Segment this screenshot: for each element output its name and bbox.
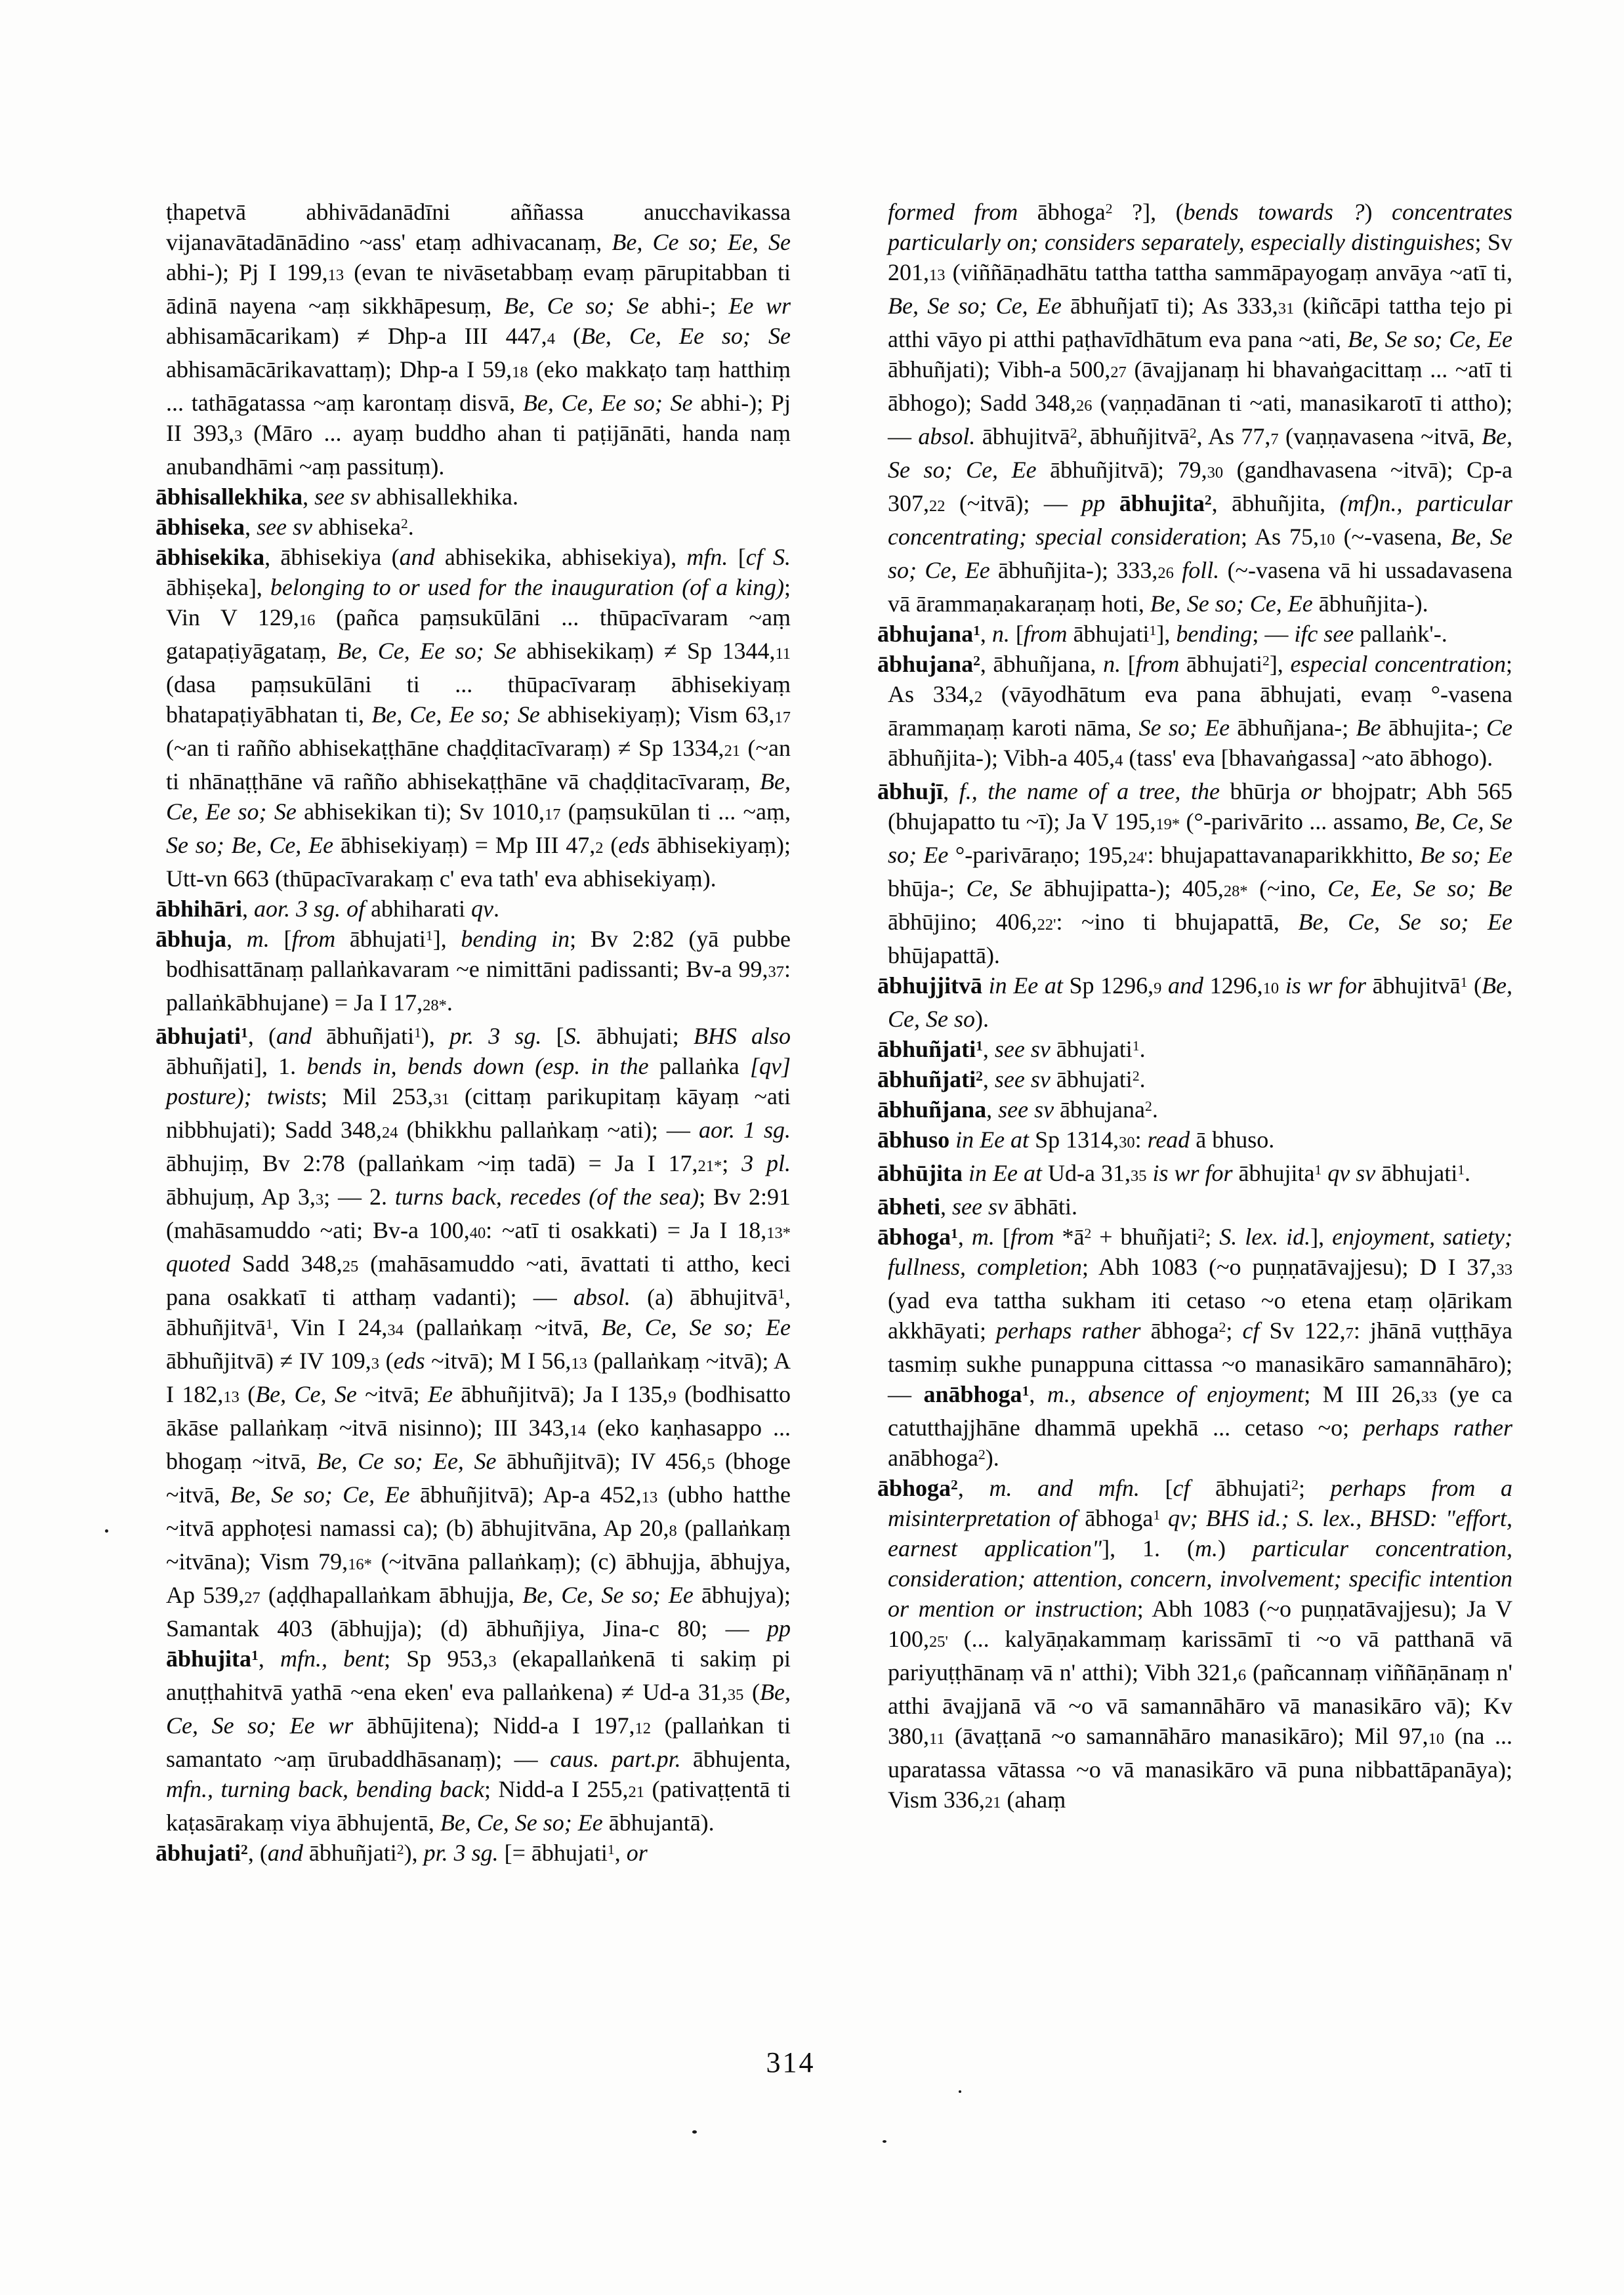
- dictionary-entry: ābhūjita in Ee at Ud-a 31,35 is wr for ābhujita$^1$ qv sv ābhujati$^1$.: [877, 1160, 1471, 1186]
- dictionary-entry: ābhuso in Ee at Sp 1314,30: read ā bhuso.: [877, 1127, 1275, 1153]
- ink-speck: [883, 2140, 886, 2143]
- dictionary-entry: ābhuñjati$^1$, see sv ābhujati$^1$.: [877, 1036, 1146, 1062]
- dictionary-entry: ābhuñjati$^2$, see sv ābhujati$^2$.: [877, 1066, 1146, 1092]
- dictionary-entry: ābhuja, m. [from ābhujati$^1$], bending in; Bv 2:82 (yā pubbe bodhisattānaṃ pallaṅkavaram ~e nimittāni padissanti; Bv-a 99,37: pallaṅkābhujane) = Ja I 17,28*.: [156, 926, 791, 1016]
- ink-speck: [105, 1529, 108, 1533]
- entry-continuation: formed from ābhoga$^2$ ?], (bends towards ?) concentrates particularly on; considers separately, especially distinguishes; Sv 201,13 (viññāṇadhātu tattha tattha sammāpayogaṃ anvāya ~atī ti, Be, Se so; Ce, Ee ābhuñjatī ti); As 333,31 (kiñcāpi tattha tejo pi atthi vāyo pi atthi paṭhavīdhātum eva pana ~ati, Be, Se so; Ce, Ee ābhuñjati); Vibh-a 500,27 (āvajjanaṃ hi bhavaṅgacittaṃ ... ~atī ti ābhogo); Sadd 348,26 (vaṇṇadānan ti ~ati, manasikarotī ti attho); — absol. ābhujitvā$^2$, ābhuñjitvā$^2$, As 77,7 (vaṇṇavasena ~itvā, Be, Se so; Ce, Ee ābhuñjitvā); 79,30 (gandhavasena ~itvā); Cp-a 307,22 (~itvā); — pp ābhujita$^2$, ābhuñjita, (mf)n., particular concentrating; special consideration; As 75,10 (~-vasena, Be, Se so; Ce, Ee ābhuñjita-); 333,26 foll. (~-vasena vā hi ussadavasena vā ārammaṇakaraṇaṃ hoti, Be, Se so; Ce, Ee ābhuñjita-).: [888, 199, 1513, 617]
- dictionary-entry: ābhisekika, ābhisekiya (and abhisekika, abhisekiya), mfn. [cf S. ābhiṣeka], belonging to or used for the inauguration (of a king); Vin V 129,16 (pañca paṃsukūlāni ... thūpacīvaram ~aṃ gatapaṭiyāgataṃ, Be, Ce, Ee so; Se abhisekikaṃ) ≠ Sp 1344,11 (dasa paṃsukūlāni ti ... thūpacīvaraṃ ābhisekiyaṃ bhatapaṭiyābhatan ti, Be, Ce, Ee so; Se abhisekiyaṃ); Vism 63,17 (~an ti rañño abhisekaṭṭhāne chaḍḍitacīvaraṃ) ≠ Sp 1334,21 (~an ti nhānaṭṭhāne vā rañño abhisekaṭṭhāne vā chaḍḍitacīvaraṃ, Be, Ce, Ee so; Se abhisekikan ti); Sv 1010,17 (paṃsukūlan ti ... ~aṃ, Se so; Be, Ce, Ee ābhisekiyaṃ) = Mp III 47,2 (eds ābhisekiyaṃ); Utt-vn 663 (thūpacīvarakaṃ c' eva tath' eva abhisekiyaṃ).: [156, 544, 791, 892]
- ink-speck: [959, 2090, 961, 2093]
- right-column: [877, 197, 1512, 1818]
- dictionary-entry: ābhiseka, see sv abhiseka$^2$.: [156, 514, 414, 540]
- dictionary-entry: ābhujati$^1$, (and ābhuñjati$^1$), pr. 3 sg. [S. ābhujati; BHS also ābhuñjati], 1. bends in, bends down (esp. in the pallaṅka [qv] posture); twists; Mil 253,31 (cittaṃ parikupitaṃ kāyaṃ ~ati nibbhujati); Sadd 348,24 (bhikkhu pallaṅkaṃ ~ati); — aor. 1 sg. ābhujiṃ, Bv 2:78 (pallaṅkam ~iṃ tadā) = Ja I 17,21*; 3 pl. ābhujuṃ, Ap 3,3; — 2. turns back, recedes (of the sea); Bv 2:91 (mahāsamuddo ~ati; Bv-a 100,40: ~atī ti osakkati) = Ja I 18,13* quoted Sadd 348,25 (mahāsamuddo ~ati, āvattati ti attho, keci pana osakkatī ti atthaṃ vadanti); — absol. (a) ābhujitvā$^1$, ābhuñjitvā$^1$, Vin I 24,34 (pallaṅkaṃ ~itvā, Be, Ce, Se so; Ee ābhuñjitvā) ≠ IV 109,3 (eds ~itvā); M I 56,13 (pallaṅkaṃ ~itvā); A I 182,13 (Be, Ce, Se ~itvā; Ee ābhuñjitvā); Ja I 135,9 (bodhisatto ākāse pallaṅkaṃ ~itvā nisinno); III 343,14 (eko kaṇhasappo ... bhogaṃ ~itvā, Be, Ce so; Ee, Se ābhuñjitvā); IV 456,5 (bhoge ~itvā, Be, Se so; Ce, Ee ābhuñjitvā); Ap-a 452,13 (ubho hatthe ~itvā apphoṭesi namassi ca); (b) ābhujitvāna, Ap 20,8 (pallaṅkaṃ ~itvāna); Vism 79,16* (~itvāna pallaṅkaṃ); (c) ābhujja, ābhujya, Ap 539,27 (aḍḍhapallaṅkam ābhujja, Be, Ce, Se so; Ee ābhujya); Samantak 403 (ābhujja); (d) ābhuñjiya, Jina-c 80; — pp ābhujita$^1$, mfn., bent; Sp 953,3 (ekapallaṅkenā ti sakiṃ pi anuṭṭhahitvā yathā ~ena eken' eva pallaṅkena) ≠ Ud-a 31,35 (Be, Ce, Se so; Ee wr ābhūjitena); Nidd-a I 197,12 (pallaṅkan ti samantato ~aṃ ūrubaddhāsanaṃ); — caus. part.pr. ābhujenta, mfn., turning back, bending back; Nidd-a I 255,21 (pativaṭṭentā ti kaṭasārakaṃ viya ābhujentā, Be, Ce, Se so; Ee ābhujantā).: [156, 1023, 791, 1836]
- entry-continuation: ṭhapetvā abhivādanādīni aññassa anucchavikassa vijanavātadānādino ~ass' etaṃ adhivacanaṃ, Be, Ce so; Ee, Se abhi-); Pj I 199,13 (evan te nivāsetabbaṃ evaṃ pārupitabban ti ādinā nayena ~aṃ sikkhāpesuṃ, Be, Ce so; Se abhi-; Ee wr abhisamācarikam) ≠ Dhp-a III 447,4 (Be, Ce, Ee so; Se abhisamācārikavattaṃ); Dhp-a I 59,18 (eko makkaṭo taṃ hatthiṃ ... tathāgatassa ~aṃ karontaṃ disvā, Be, Ce, Ee so; Se abhi-); Pj II 393,3 (Māro ... ayaṃ buddho ahan ti paṭijānāti, handa naṃ anubandhāmi ~aṃ passituṃ).: [166, 199, 791, 480]
- dictionary-entry: ābhujjitvā in Ee at Sp 1296,9 and 1296,10 is wr for ābhujitvā$^1$ (Be, Ce, Se so).: [877, 972, 1513, 1032]
- page-number: 314: [766, 2046, 816, 2078]
- dictionary-entry: ābhujī, f., the name of a tree, the bhūrja or bhojpatr; Abh 565 (bhujapatto tu ~ī); Ja V 195,19* (°-parivārito ... assamo, Be, Ce, Se so; Ee °-parivāraṇo; 195,24': bhujapattavanaparikkhitto, Be so; Ee bhūja-; Ce, Se ābhujipatta-); 405,28* (~ino, Ce, Ee, Se so; Be ābhūjino; 406,22': ~ino ti bhujapattā, Be, Ce, Se so; Ee bhūjapattā).: [877, 778, 1513, 968]
- dictionary-entry: ābhujana$^2$, ābhuñjana, n. [from ābhujati$^2$], especial concentration; As 334,2 (vāyodhātum eva pana ābhujati, evaṃ °-vasena ārammaṇaṃ karoti nāma, Se so; Ee ābhuñjana-; Be ābhujita-; Ce ābhuñjita-); Vibh-a 405,4 (tass' eva [bhavaṅgassa] ~ato ābhogo).: [877, 651, 1512, 771]
- dictionary-entry: ābhisallekhika, see sv abhisallekhika.: [156, 484, 519, 510]
- ink-speck: [692, 2130, 697, 2134]
- left-column: [156, 197, 791, 1868]
- dictionary-entry: ābhujana$^1$, n. [from ābhujati$^1$], bending; — ifc see pallaṅk'-.: [877, 621, 1447, 647]
- dictionary-entry: ābheti, see sv ābhāti.: [877, 1193, 1077, 1220]
- dictionary-entry: ābhihāri, aor. 3 sg. of abhiharati qv.: [156, 896, 499, 922]
- dictionary-entry: ābhujati$^2$, (and ābhuñjati$^2$), pr. 3 sg. [= ābhujati$^1$, or: [156, 1840, 648, 1866]
- dictionary-entry: ābhoga$^2$, m. and mfn. [cf ābhujati$^2$; perhaps from a misinterpretation of ābhoga$^1$ qv; BHS id.; S. lex., BHSD: "effort, earnest application"], 1. (m.) particular concentration, consideration; attention, concern, involvement; specific intention or mention or instruction; Abh 1083 (~o puṇṇatāvajjesu); Ja V 100,25' (... kalyāṇakammaṃ karissāmī ti ~o vā patthanā vā pariyuṭṭhānaṃ vā n' atthi); Vibh 321,6 (pañcannaṃ viññāṇānaṃ n' atthi āvajjanā vā ~o vā samannāhāro vā manasikāro vā); Kv 380,11 (āvaṭṭanā ~o samannāhāro manasikāro); Mil 97,10 (na ... uparatassa vātassa ~o vā manasikāro vā puna nibbattāpanāya); Vism 336,21 (ahaṃ: [877, 1475, 1512, 1813]
- dictionary-entry: ābhoga$^1$, m. [from $*ā^2$ + bhuñjati$^2$; S. lex. id.], enjoyment, satiety; fullness, completion; Abh 1083 (~o puṇṇatāvajjesu); D I 37,33 (yad eva tattha sukham iti cetaso ~o etena etaṃ oḷārikam akkhāyati; perhaps rather ābhoga$^2$; cf Sv 122,7: jhānā vuṭṭhāya tasmiṃ sukhe punappuna cittassa ~o manasikāro samannāhāro); — anābhoga$^1$, m., absence of enjoyment; M III 26,33 (ye ca catutthajjhāne dhammā upekhā ... cetaso ~o; perhaps rather anābhoga$^2$).: [877, 1224, 1513, 1471]
- dictionary-entry: ābhuñjana, see sv ābhujana$^2$.: [877, 1096, 1158, 1123]
